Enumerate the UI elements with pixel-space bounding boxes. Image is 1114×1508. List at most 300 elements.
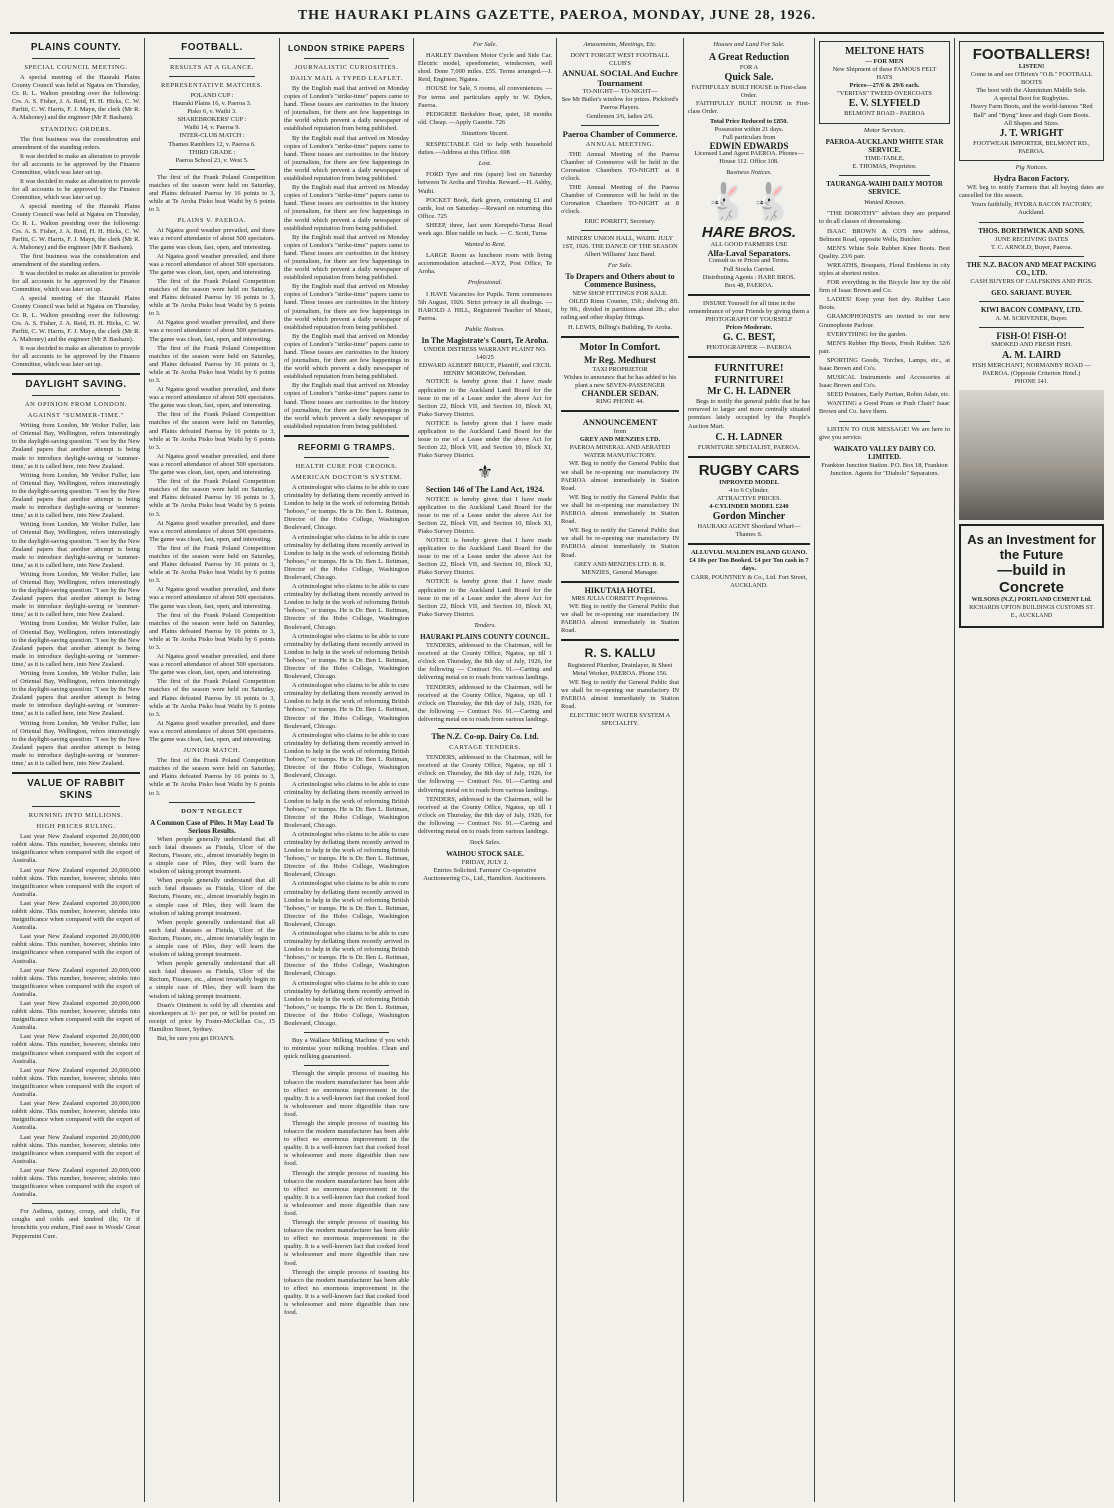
notice-text: THE Annual Meeting of the Paeroa Chamber of Commerce will be held in the Coronation Chambers TO-NIGHT at 8 o'clock. — [561, 184, 679, 216]
ad-heading: ANNUAL SOCIAL And Euchre Tournament — [562, 68, 678, 89]
classified-ad: MEN'S Rubber Hip Boots, Fresh Rubber. 32/6 pair. — [819, 339, 950, 355]
ad-line: Yours faithfully, HYDRA BACON FACTORY, Auckland. — [971, 201, 1092, 217]
notice-text: TENDERS, addressed to the Chairman, will be received at the County Office, Ngatea, up till 1 o'clock on Thursday, the 8th day of July, 1926, for the following — Contract No. 91.—Carting and delivering metal on to roads from various landings. — [418, 683, 552, 723]
subhead: SPECIAL COUNCIL MEETING. — [24, 64, 128, 71]
article-text: But, be sure you get DOAN'S. — [157, 1035, 235, 1043]
result-line: Hauraki Plains 16, v. Paeroa 3. — [172, 100, 252, 108]
column-rule — [954, 38, 955, 1502]
ad-line: TAXI PROPRIETOR — [592, 365, 648, 373]
article-text: Through the simple process of toasting his tobacco the modern manufacturer has been able to effect no enormous improvement in the quality. It is a well-known fact that cooked food is wholesomer and more digestible than raw food. — [284, 1169, 409, 1217]
notice-line: UNDER DISTRESS WARRANT PLAINT NO. 140/25 — [423, 346, 547, 362]
ad-line: Prices—27/6 & 29/6 each. — [849, 82, 920, 90]
notice-text: OILED Rimu Counter, 15ft.; shelving 8ft. by 9ft., divided in partitions about 2ft.; also railing and other display fittings. — [561, 298, 679, 322]
ad-line: RING PHONE 44. — [595, 398, 645, 405]
subhead: A Common Case of Piles. It May Lead To Serious Results. — [150, 818, 274, 835]
ad-line: TIME-TABLE. — [864, 154, 905, 162]
classified-ad: SHEEP, three, last seen Kerepehi-Turua Road week ago. Blue raddle on back. — C. Scott, Turua — [418, 221, 552, 237]
concrete-ad — [959, 524, 1104, 628]
subhead: RESULTS AT A GLANCE. — [170, 64, 254, 71]
ad-line: CASH BUYERS OF CALFSKINS AND PIGS. — [970, 277, 1093, 285]
result-line: THIRD GRADE : — [188, 148, 236, 156]
article-text: A criminologist who claims to be able to cure criminality by deflating them recently arrived in London to help in the work of reforming British "hoboes," or tramps. He is Dr. Ben L. Reitman, Director of the Hobo College, Washington Boulevard, Chicago. — [284, 880, 409, 928]
article-text: A criminologist who claims to be able to cure criminality by deflating them recently arrived in London to help in the work of reforming British "hoboes," or tramps. He is Dr. Ben L. Reitman, Director of the Hobo College, Washington Boulevard, Chicago. — [284, 930, 409, 978]
article-text: Last year New Zealand exported 20,000,000 rabbit skins. This number, however, shrinks into insignificance when compared with the export of Australia. — [12, 1033, 140, 1065]
ad-heading: To Drapers and Others about to Commence Business, — [565, 271, 675, 290]
classified-ad: I HAVE Vacancies for Pupils. Term commences 5th August, 1926. Strict privacy in all dealings. — HAROLD J. HILL, Registered Teacher of Music, Paeroa. — [418, 290, 552, 322]
column-rule — [144, 38, 145, 1502]
article-text: A criminologist who claims to be able to cure criminality by deflating them recently arrived in London to help in the work of reforming British "hoboes," or tramps. He is Dr. Ben L. Reitman, Director of the Hobo College, Washington Boulevard, Chicago. — [284, 830, 409, 879]
ad-heading: THE N.Z. BACON AND MEAT PACKING CO., LTD. — [966, 260, 1097, 277]
ad-line: INSURE Yourself for all time in the remembrance of your Friends by giving them a — [688, 299, 810, 315]
ad-line: Possession within 21 days. — [714, 125, 784, 133]
section-heading: Houses and Land For Sale. — [713, 41, 785, 48]
ad-line: MRS JULIA CORBETT Proprietress. — [571, 594, 669, 602]
ad-line: from — [613, 428, 627, 436]
section-heading: Wanted Known. — [864, 199, 905, 207]
subhead: STANDING ORDERS. — [40, 125, 112, 133]
ad-line: H. LEWIS, Billing's Building, Te Aroha. — [567, 323, 673, 331]
ad-line: FURNITURE SPECIALIST, PAEROA. — [697, 443, 801, 451]
ad-line: FOR A — [739, 64, 759, 72]
ad-line: Wishes to announce that he has added to his plant a new SEVEN-PASSENGER — [563, 373, 677, 389]
article-text: By the English mail that arrived on Monday copies of London's "strike-time" papers came to hand. These issues are curiosities in the history of journalism, for there are few happenings in the world which prevent a daily newspaper of established reputation from being published. — [284, 184, 409, 232]
article-text: At Ngatea good weather prevailed, and there was a record attendance of about 500 spectators. The game was clean, fast, open, and interesting. — [149, 319, 275, 343]
ad-heading: —build in Concrete — [997, 561, 1066, 596]
ad-heading: A Great Reduction — [708, 52, 790, 64]
notice-heading: Section 146 of The Land Act, 1924. — [425, 485, 545, 495]
ad-line: Total Price Reduced to £850. — [709, 117, 789, 125]
section-heading: For Sale. — [607, 261, 633, 269]
subhead: RUNNING INTO MILLIONS. — [28, 812, 124, 820]
ad-line: Albert Williams' Jazz Band. — [584, 250, 656, 258]
notice-text: TENDERS, addressed to the Chairman, will be received at the County Office, Ngatea, up till 1 o'clock on Thursday, the 8th day of July, 1926, for the following — Contract No. 91.—Carting and delivering metal on to roads from various landings. — [418, 754, 552, 794]
result-line: Pisko 6, v. Waihi 3. — [187, 108, 237, 116]
article-text: By the English mail that arrived on Monday copies of London's "strike-time" papers came to hand. These issues are curiosities in the history of journalism, for there are few happenings in the world which prevent a daily newspaper of established reputation from being published. — [284, 134, 409, 183]
classified-ad: SEED Potatoes, Early Puritan, Robin Adair, etc. — [827, 391, 950, 399]
classified-ad: HOUSE for Sale, 5 rooms, all conveniences. — For terms and particulars apply to W. Dykes, Paeroa. — [418, 85, 552, 109]
ad-line: Heavy Farm Boots, and the world-famous "Red Ball" and "Byng" knee and thigh Gum Boots. — [970, 103, 1093, 119]
subhead: JOURNALISTIC CURIOSITIES. — [294, 64, 399, 71]
article-text: It was decided to make an alteration to provide for all accounts to be approved by the Finance Committee, which was later set up. — [12, 178, 140, 202]
ad-line: FAITHFULLY BUILT HOUSE in First-class Order. — [691, 84, 807, 100]
classified-ad: MEN'S White Sole Rubber Knee Boots. Best Quality. 23/6 pair. — [819, 244, 950, 260]
ad-line: TO-NIGHT— TO-NIGHT— — [582, 88, 658, 96]
article-text: Through the simple process of toasting his tobacco the modern manufacturer has been able to effect no enormous improvement in the quality. It is a well-known fact that cooked food is wholesomer and more digestible than raw food. — [284, 1219, 409, 1267]
ad-heading: Gordon Mincher — [712, 511, 786, 523]
article-text: The first of the Frank Poland Competition matches of the season were held on Saturday, and Plains defeated Paeroa by 16 points to 3, while at Te Aroha Pisko beat Waihi by 6 points to 3. — [149, 277, 275, 318]
notice-text: FAITHFULLY BUILT HOUSE in First-class Order. — [688, 100, 810, 116]
headline-reforming-tramps: REFORMI G TRAMPS. — [297, 441, 396, 452]
classified-ad: WANTING a Good Pram or Push Chair? Isaac Brown and Co. have them. — [819, 400, 950, 416]
ad-line: HAURAKI AGENT Shortland Wharf—Thames S. — [697, 523, 801, 539]
ad-heading: J. T. WRIGHT — [999, 127, 1064, 139]
ad-line: "VERITAS" TWEED OVERCOATS — [837, 90, 932, 98]
ad-heading: Mr C. H. LADNER — [707, 386, 791, 398]
notice-text: NOTICE is hereby given that I have made application to the Auckland Land Board for the issue to me of a Lease under the above Act for Section 22, Block VII, and Section 10, Block XI, Piako Survey District. — [418, 419, 552, 460]
notice-text: TENDERS, addressed to the Chairman, will be received at the County Office, Ngatea, up till 1 o'clock on Thursday, the 8th day of July, 1926, for the following — Contract No. 91.—Carting and delivering metal on to roads from various landings. — [418, 795, 552, 835]
notice-text: THE Annual Meeting of the Paeroa Chamber of Commerce will be held in the Coronation Chambers TO-NIGHT at 8 o'clock. — [561, 150, 679, 183]
ad-line: E. THOMAS, Proprietor. — [852, 162, 917, 170]
ad-heading: C. H. LADNER — [715, 431, 783, 443]
article-text: A special meeting of the Hauraki Plains County Council was held at Ngatea on Thursday, Cr. R. L. Walton presiding over the following: Crs. A. S. Fisher, J. A. Reid, H. H. Hicks, C. W. Parfitt, C. W. Harris, F. J. Mayn, the clerk (Mr R. A. Mahoney) and the engineer (Mr P. Basham). — [12, 295, 140, 343]
article-text: A criminologist who claims to be able to cure criminality by deflating them recently arrived in London to help in the work of reforming British "hoboes," or tramps. He is Dr. Ben L. Reitman, Director of the Hobo College, Washington Boulevard, Chicago. — [284, 979, 409, 1028]
article-text: A criminologist who claims to be able to cure criminality by deflating them recently arrived in London to help in the work of reforming British "hoboes," or tramps. He is Dr. Ben L. Reitman, Director of the Hobo College, Washington Boulevard, Chicago. — [284, 781, 409, 829]
article-text: By the English mail that arrived on Monday copies of London's "strike-time" papers came to hand. These issues are curiosities in the history of journalism, for there are few happenings in the world which prevent a daily newspaper of established reputation from being published. — [284, 382, 409, 430]
ad-heading: Hydra Bacon Factory. — [993, 174, 1070, 184]
section-heading: Professional. — [467, 279, 503, 287]
article-text: Last year New Zealand exported 20,000,000 rabbit skins. This number, however, shrinks into insignificance when compared with the export of Australia. — [12, 1000, 140, 1032]
article-text: At Ngatea good weather prevailed, and there was a record attendance of about 500 spectators. The game was clean, fast, open, and interesting. — [149, 653, 275, 677]
subhead: HIGH PRICES RULING. — [36, 823, 116, 831]
article-text: Last year New Zealand exported 20,000,000 rabbit skins. This number, however, shrinks into insignificance when compared with the export of Australia. — [12, 1133, 140, 1165]
article-text: A criminologist who claims to be able to cure criminality by deflating them recently arrived in London to help in the work of reforming British "hoboes," or tramps. He is Dr. Ben L. Reitman, Director of the Hobo College, Washington Boulevard, Chicago. — [284, 632, 409, 681]
ad-line: DON'T FORGET WEST FOOTBALL CLUB'S — [570, 52, 670, 68]
ad-heading: HIKUTAIA HOTEL — [584, 585, 656, 595]
article-text: The first of the Frank Poland Competition matches of the season were held on Saturday, and Plains defeated Paeroa by 16 points to 3, while at Te Aroha Pisko beat Waihi by 6 points to 3. — [149, 478, 275, 518]
article-text: Last year New Zealand exported 20,000,000 rabbit skins. This number, however, shrinks into insignificance when compared with the export of Australia. — [12, 966, 140, 998]
notice-text: WE Beg to notify the General Public that we shall be re-opening our manufactory IN PAEROA almost immediately in Station Road. — [561, 527, 679, 559]
ad-line: PAEROA MINERAL AND AERATED WATER MANUFACTORY. — [569, 444, 671, 460]
article-text: Through the simple process of toasting his tobacco the modern manufacturer has been able to effect no enormous improvement in the quality. It is a well-known fact that cooked food is wholesomer and more digestible than raw food. — [284, 1070, 409, 1118]
article-text: By the English mail that arrived on Monday copies of London's "strike-time" papers came to hand. These issues are curiosities in the history of journalism, for there are few happenings in the world which prevent a daily newspaper of established reputation from being published. — [284, 233, 409, 282]
ad-heading: THOS. BORTHWICK AND SONS. — [978, 226, 1085, 235]
ad-heading: ANNOUNCEMENT — [582, 417, 658, 428]
article-text: At Ngatea good weather prevailed, and there was a record attendance of about 500 spectators. The game was clean, fast, open, and interesting. — [149, 386, 275, 410]
section-heading: Wanted to Rent. — [464, 241, 506, 249]
ad-line: JUNE RECEIVING DATES — [994, 235, 1069, 243]
subhead: HEALTH CURE FOR CROOKS. — [295, 462, 398, 470]
ad-heading: INPROVED MODEL — [719, 478, 779, 486]
column-6 — [688, 38, 810, 1502]
article-text: The first of the Frank Poland Competition matches of the season were held on Saturday, and Plains defeated Paeroa by 16 points to 3, while at Te Aroha Pisko beat Waihi by 6 points to 3. — [149, 544, 275, 585]
subhead: CARTAGE TENDERS. — [449, 744, 521, 752]
ad-line: NEW SHOP FITTINGS FOR SALE. — [572, 290, 668, 298]
article-text: A special meeting of the Hauraki Plains County Council was held at Ngatea on Thursday, Cr. R. L. Walton presiding over the following: Crs. A. S. Fisher, J. A. Reid, H. H. Hicks, C. W. Parfitt, C. W. Harris, F. J. Mayn, the clerk (Mr R. A. Mahoney) and the engineer (Mr P. Basham). — [12, 74, 140, 122]
article-text: The first of the Frank Poland Competition matches of the season were held on Saturday, and Plains defeated Paeroa by 16 points to 3, while at Te Aroha Pisko beat Waihi by 6 points to 3. — [149, 611, 275, 651]
ad-line: A. M. SCRIVENER, Buyer. — [995, 315, 1068, 323]
section-heading: Stock Sales. — [469, 839, 501, 847]
ad-heading: A. M. LAIRD — [1002, 349, 1061, 361]
ad-heading: Quick Sale. — [724, 72, 774, 84]
article-text: The first business was the consideration and amendment of the standing orders. — [12, 252, 140, 268]
article-text: Through the simple process of toasting his tobacco the modern manufacturer has been able to effect no enormous improvement in the quality. It is a well-known fact that cooked food is wholesomer and more digestible than raw food. — [284, 1119, 409, 1168]
ad-line: SMOKED AND FRESH FISH. — [991, 341, 1072, 349]
ad-line: Gentlemen 3/6, ladies 2/6. — [586, 112, 654, 120]
classified-ad: ISAAC BROWN & CO'S new address, Belmont Road, opposite Wells, Butcher. — [819, 227, 950, 243]
column-rule — [814, 38, 815, 1502]
column-2 — [149, 38, 275, 1502]
ad-line: ELECTRIC HOT WATER SYSTEM A SPECIALITY. — [569, 711, 671, 727]
classified-ad: FORD Tyre and rim (spare) lost on Saturday between Te Aroha and Tirohia. Reward.—H. Ashby, Waihi. — [418, 171, 552, 195]
notice-text: NOTICE is hereby given that I have made application to the Auckland Land Board for the issue to me of a Lease under the above Act for Section 22, Block VII, and Section 10, Block XI, Piako Survey District. — [418, 378, 552, 418]
article-text: At Ngatea good weather prevailed, and there was a record attendance of about 500 spectators. The game was clean, fast, open, and interesting. — [149, 519, 275, 543]
classified-ad: GRAMOPHONISTS are invited to our new Gramophone Parlour. — [819, 313, 950, 329]
ad-line: CARR, POUNTNEY & Co., Ltd. Fort Street, AUCKLAND. — [690, 573, 808, 589]
article-text: A criminologist who claims to be able to cure criminality by deflating them recently arrived in London to help in the work of reforming British "hoboes," or tramps. He is Dr. Ben L. Reitman, Director of the Hobo College, Washington Boulevard, Chicago. — [284, 731, 409, 780]
notice-text: Begs to notify the general public that he has removed to larger and more centrally situated premises lately occupied by the People's Auction Mart. — [688, 398, 810, 430]
classified-ad: "THE DOROTHY" advises they are prepared to do all classes of dressmaking. — [819, 210, 950, 226]
masthead-rule — [10, 32, 1104, 34]
ad-heading: Motor In Comfort. — [579, 341, 661, 353]
ad-line: Come in and see O'Brien's "O.B." FOOTBALL BOOTS — [970, 71, 1093, 87]
ad-line: The boot with the Aluminium Middle Sole. — [976, 87, 1087, 95]
subhead: ANNUAL MEETING. — [585, 140, 655, 148]
ad-heading: FOOTBALLERS! — [972, 46, 1091, 63]
article-text: At Ngatea good weather prevailed, and there was a record attendance of about 500 spectators. The game was clean, fast, open, and interesting. — [149, 452, 275, 477]
ad-heading: TAURANGA-WAIHI DAILY MOTOR SERVICE. — [826, 180, 943, 197]
subhead: AN OPINION FROM LONDON. — [24, 401, 128, 409]
subhead: DON'T NEGLECT — [181, 807, 243, 815]
article-text: Last year New Zealand exported 20,000,000 rabbit skins. This number, however, shrinks into insignificance when compared with the export of Australia. — [12, 1100, 140, 1132]
notice-heading: In The Magistrate's Court, Te Aroha. — [421, 336, 549, 345]
section-heading: For Sale. — [472, 41, 498, 48]
ad-line: GREY AND MENZIES LTD. R. R. MENZIES, General Manager. — [574, 560, 666, 576]
article-text: Last year New Zealand exported 20,000,000 rabbit skins. This number, however, shrinks into insignificance when compared with the export of Australia. — [12, 899, 140, 932]
ad-heading: R. S. KALLU — [584, 646, 656, 661]
ad-heading: GREY AND MENZIES LTD. — [579, 436, 661, 444]
section-heading: Situations Vacant. — [461, 129, 509, 137]
ad-line: A special Boot for Rugbyites. — [993, 95, 1070, 103]
ad-line: FISH MERCHANT, NORMANBY ROAD — PAEROA. (Opposite Criterion Hotel.) — [972, 361, 1091, 377]
result-line: Waihi 14, v. Paeroa 9. — [183, 124, 241, 132]
notice-text: NOTICE is hereby given that I have made application to the Auckland Land Board for the issue to me of a Lease under the above Act for Section 22, Block VII, and Section 10, Block XI, Piako Survey District. — [418, 578, 552, 618]
classified-ad: SPORTING Goods, Torches, Lamps, etc., at Isaac Brown and Co's. — [819, 356, 950, 372]
article-text: The first of the Frank Poland Competition matches of the season were held on Saturday, and Plains defeated Paeroa by 16 points to 3, while at Te Aroha Pisko beat Waihi by 6 points to 3. — [149, 757, 275, 797]
ad-line: FOOTWEAR IMPORTER, BELMONT RD., PAEROA. — [973, 139, 1090, 155]
article-text: When people generally understand that all such fatal diseases as Fistula, Ulcer of the Rectum, Fissure, etc., almost invariably begin in a simple case of Piles, they will learn the wisdom of taking prompt treatment. — [149, 960, 275, 1000]
notice-line: EDWARD ALBERT BRUCE, Plaintiff, and CECIL HENRY MORROW, Defendant. — [418, 362, 552, 378]
ad-line: Box 48, PAEROA. — [724, 281, 774, 289]
article-text: Writing from London, Mr Wolter Fuller, late of Oriental Bay, Wellington, refers interestingly to the daylight-saving question. "I see by the New Zealand papers that another attempt is being made to introduce daylight-saving or 'summer-time,' as it is called here, into New Zealand. — [12, 719, 140, 768]
article-text: Last year New Zealand exported 20,000,000 rabbit skins. This number, however, shrinks into insignificance when compared with the export of Australia. — [12, 833, 140, 865]
subhead: AMERICAN DOCTOR'S SYSTEM. — [290, 473, 403, 481]
section-heading: Amusements, Meetings, Etc. — [583, 41, 657, 48]
ad-line: RICHARDS UPTON BUILDINGS CUSTOMS ST. E., AUCKLAND — [969, 604, 1094, 619]
article-text: Last year New Zealand exported 20,000,000 rabbit skins. This number, however, shrinks into insignificance when compared with the export of Australia. — [12, 933, 140, 965]
article-text: The first of the Frank Poland Competition matches of the season were held on Saturday, and Plains defeated Paeroa by 16 points to 3, while at Te Aroha Pisko beat Waihi by 6 points to 3. — [149, 344, 275, 384]
notice-heading: HAURAKI PLAINS COUNTY COUNCIL. — [420, 633, 550, 641]
article-text: Writing from London, Mr Wolter Fuller, late of Oriental Bay, Wellington, refers interestingly to the daylight-saving question. "I see by the New Zealand papers that another attempt is being made to introduce daylight-saving or 'summer-time,' as it is called here, into New Zealand. — [12, 521, 140, 569]
article-text: A special meeting of the Hauraki Plains County Council was held at Ngatea on Thursday, Cr. R. L. Walton presiding over the following: Crs. A. S. Fisher, J. A. Reid, H. H. Hicks, C. W. Parfitt, C. W. Harris, F. J. Mayn, the clerk (Mr R. A. Mahoney) and the engineer (Mr P. Basham). — [12, 203, 140, 251]
classified-ad: MUSICAL Instruments and Accessories at Isaac Brown and Co's. — [819, 374, 950, 390]
column-8 — [959, 38, 1104, 1502]
article-text: Writing from London, Mr Wolter Fuller, late of Oriental Bay, Wellington, refers interestingly to the daylight-saving question. "I see by the New Zealand papers that another attempt is being made to introduce daylight-saving or 'summer-time,' as it is called here, into New Zealand. — [12, 670, 140, 718]
article-text: It was decided to make an alteration to provide for all accounts to be approved by the Finance Committee, which was later set up. — [12, 270, 140, 294]
notice-text: WE Beg to notify the General Public that we shall be re-opening our manufactory IN PAEROA almost immediately in Station Road. — [561, 493, 679, 526]
ad-line: All Shapes and Sizes. — [1003, 119, 1060, 127]
ad-line: Licensed Land Agent PAEROA. Phones—House 112. Office 108. — [694, 149, 804, 166]
section-heading: Public Notices. — [465, 325, 505, 333]
classified-ad: LADIES! Keep your feet dry. Rubber Lace Boots. — [819, 296, 950, 312]
headline-daylight-saving: DAYLIGHT SAVING. — [25, 379, 127, 391]
subhead: AGAINST "SUMMER-TIME." — [27, 412, 125, 420]
column-1 — [12, 38, 140, 1502]
ad-heading: WAIKATO VALLEY DAIRY CO. LIMITED. — [833, 444, 936, 461]
ad-heading: G. C. BEST, — [722, 332, 776, 344]
ad-line: Full Stocks Carried. — [723, 265, 775, 273]
article-text: Writing from London, Mr Wolter Fuller, late of Oriental Bay, Wellington, refers interestingly to the daylight-saving question. "I see by the New Zealand papers that another attempt is being made to introduce daylight-saving or 'summer-time,' as it is called here, into New Zealand. — [12, 620, 140, 668]
article-text: It was decided to make an alteration to provide for all accounts to be approved by the Finance Committee, which was later set up. — [12, 344, 140, 369]
article-text: A criminologist who claims to be able to cure criminality by deflating them recently arrived in London to help in the work of reforming British "hoboes," or tramps. He is Dr. Ben L. Reitman, Director of the Hobo College, Washington Boulevard, Chicago. — [284, 583, 409, 631]
ad-heading: PAEROA-AUCKLAND WHITE STAR SERVICE. — [825, 137, 944, 154]
ad-heading: As an Investment for the Future — [967, 531, 1096, 562]
ad-heading: EDWIN EDWARDS — [709, 140, 789, 151]
article-text: By the English mail that arrived on Monday copies of London's "strike-time" papers came to hand. These issues are curiosities in the history of journalism, for there are few happenings in the world which prevent a daily newspaper of established reputation from being published. — [284, 85, 409, 133]
classified-ad: HARLEY Davidson Motor Cycle and Side Car. Electric model, speedometer, windscreen, well shod. Done 7,000 miles. £55. Terms arranged.—J. Reid, Engineer, Ngatea. — [418, 52, 552, 84]
result-line: POLAND CUP : — [190, 92, 234, 99]
ad-heading: Paeroa Chamber of Commerce. — [562, 128, 678, 139]
ad-line: PHOTOGRAPHER — PAEROA — [706, 344, 792, 352]
ad-heading: MELTONE HATS — [844, 46, 924, 57]
ad-heading: FISH-O! FISH-O! — [996, 331, 1067, 342]
section-heading: Motor Services. — [863, 126, 906, 134]
ad-line: Consult us re Prices and Terms. — [708, 257, 790, 265]
notice-line: Entries Solicited. Farmers' Co-operative Auctioneering Co., Ltd., Hamilton. Auctioneers. — [423, 867, 547, 883]
article-text: At Ngatea good weather prevailed, and there was a record attendance of about 500 spectators. The game was clean, fast, open, and interesting. — [149, 586, 275, 610]
ad-line: ALL GOOD FARMERS USE — [710, 241, 788, 249]
notice-line: FRIDAY, JULY 2. — [461, 859, 509, 867]
subhead: REPRESENTATIVE MATCHES. — [160, 82, 264, 89]
ad-line: WILSONS (N.Z.) PORTLAND CEMENT Ltd. — [971, 596, 1092, 603]
notice-text: NOTICE is hereby given that I have made application to the Auckland Land Board for the issue to me of a Lease under the above Act for Section 22, Block VII, and Section 10, Block XI, Piako Survey District. — [418, 536, 552, 577]
ad-line: New Shipment of these FAMOUS FELT HATS — [832, 66, 937, 82]
classified-ad: WREATHS, Bouquets, Floral Emblems in city styles at shortest notice. — [819, 261, 950, 277]
subhead: JUNIOR MATCH. — [183, 747, 241, 755]
notice-heading: The N.Z. Co-op. Dairy Co. Ltd. — [431, 732, 539, 742]
classified-ad: LISTEN TO OUR MESSAGE! We are here to give you service. — [819, 425, 950, 441]
article-text: Through the simple process of toasting his tobacco the modern manufacturer has been able to effect no enormous improvement in the quality. It is a well-known fact that cooked food is wholesomer and more digestible than raw food. — [284, 1268, 409, 1317]
column-rule — [279, 38, 280, 1502]
column-4 — [418, 38, 552, 1502]
section-heading: Tenders. — [474, 621, 496, 629]
classified-ad: POCKET Book, dark green, containing £1 and cards, lost on Saturday.—Reward on returning this Office. 725 — [418, 196, 552, 220]
article-text: The first business was the consideration and amendment of the standing orders. — [12, 135, 140, 151]
column-rule — [683, 38, 684, 1502]
article-text: By the English mail that arrived on Monday copies of London's "strike-time" papers came to hand. These issues are curiosities in the history of journalism, for there are few happenings in the world which prevent a daily newspaper of established reputation from being published. — [284, 332, 409, 381]
ad-line: Distributing Agents : HARE BROS. — [702, 273, 796, 281]
article-text: Last year New Zealand exported 20,000,000 rabbit skins. This number, however, shrinks into insignificance when compared with the export of Australia. — [12, 1066, 140, 1099]
article-text: When people generally understand that all such fatal diseases as Fistula, Ulcer of the Rectum, Fissure, etc., almost invariably begin in a simple case of Piles, they will learn the wisdom of taking prompt treatment. — [149, 877, 275, 917]
ad-heading: Alfa-Laval Separators. — [707, 248, 791, 259]
ad-line: See Mr Butler's window for prizes. Pickford's Paeroa Players. — [561, 96, 679, 112]
notice-heading: WAIHOU STOCK SALE. — [446, 850, 524, 859]
subhead: DAILY MAIL A TYPED LEAFLET. — [290, 75, 403, 82]
ad-line: BELMONT ROAD - PAEROA — [844, 110, 925, 118]
ad-heading: ALLUVIAL MALDEN ISLAND GUANO. — [690, 549, 808, 557]
notice-text: TENDERS, addressed to the Chairman, will be received at the County Office, Ngatea, up till 1 o'clock on Thursday, the 8th day of July, 1926, for the following — Contract No. 91.—Carting and delivering metal on to roads from various landings. — [418, 642, 552, 682]
column-rule — [556, 38, 557, 1502]
ad-line: 4 to 6 Cylinder. — [729, 486, 769, 494]
classified-ad: RESPECTABLE Girl to help with household duties.—Address at this Office. 698 — [418, 141, 552, 157]
notice-text: WE Beg to notify the General Public that we shall be re-opening our manufactory IN PAEROA almost immediately in Station Road. — [561, 678, 679, 710]
notice-text: NOTICE is hereby given that I have made application to the Auckland Land Board for the issue to me of a Lease under the above Act for Section 22, Block VII, and Section 10, Block XI, Piako Survey District. — [418, 495, 552, 535]
article-text: A criminologist who claims to be able to cure criminality by deflating them recently arrived in London to help in the work of reforming British "hoboes," or tramps. He is Dr. Ben L. Reitman, Director of the Hobo College, Washington Boulevard, Chicago. — [284, 483, 409, 532]
ad-heading: Mr Reg. Medhurst — [583, 354, 657, 365]
column-7 — [819, 38, 950, 1502]
article-text: It was decided to make an alteration to provide for all accounts to be approved by the Finance Committee, which was later set up. — [12, 152, 140, 176]
article-text: A criminologist who claims to be able to cure criminality by deflating them recently arrived in London to help in the work of reforming British "hoboes," or tramps. He is Dr. Ben L. Reitman, Director of the Hobo College, Washington Boulevard, Chicago. — [284, 533, 409, 581]
article-text: A criminologist who claims to be able to cure criminality by deflating them recently arrived in London to help in the work of reforming British "hoboes," or tramps. He is Dr. Ben L. Reitman, Director of the Hobo College, Washington Boulevard, Chicago. — [284, 682, 409, 730]
article-text: By the English mail that arrived on Monday copies of London's "strike-time" papers came to hand. These issues are curiosities in the history of journalism, for there are few happenings in the world which prevent a daily newspaper of established reputation from being published. — [284, 283, 409, 331]
classified-ad: EVERYTHING for the garden. — [827, 330, 907, 338]
article-text: Last year New Zealand exported 20,000,000 rabbit skins. This number, however, shrinks into insignificance when compared with the export of Australia. — [12, 866, 140, 898]
ad-line: CHANDLER SEDAN. — [581, 388, 659, 398]
result-line: Thames Ramblers 12, v. Paeroa 6. — [168, 140, 256, 148]
masthead: THE HAURAKI PLAINS GAZETTE, PAEROA, MONDAY, JUNE 28, 1926. — [297, 8, 817, 23]
article-text: The first of the Frank Poland Competition matches of the season were held on Saturday, and Plains defeated Paeroa by 16 points to 3, while at Te Aroha Pisko beat Waihi by 6 points to 3. — [149, 678, 275, 718]
result-line: SHAREBROKERS' CUP : — [177, 116, 247, 124]
notice-text: WE Beg to notify the General Public that we shall be re-opening our manufactory IN PAEROA almost immediately in Station Road. — [561, 602, 679, 635]
hare-icon: 🐇🐇 — [704, 182, 794, 223]
article-text: When people generally understand that all such fatal diseases as Fistula, Ulcer of the Rectum, Fissure, etc., almost invariably begin in a simple case of Piles, they will learn the wisdom of taking prompt treatment. — [149, 918, 275, 959]
crest-icon: ⚜ — [476, 462, 494, 483]
column-rule — [413, 38, 414, 1502]
ad-line: 4-CYLINDER MODEL £240 — [709, 503, 789, 510]
article-text: At Ngatea good weather prevailed, and there was a record attendance of about 500 spectators. The game was clean, fast, open, and interesting. — [149, 719, 275, 744]
ad-line: MINERS' UNION HALL, WAIHI. JULY 1ST, 1926. THE DANCE OF THE SEASON — [562, 234, 678, 250]
article-text: At Ngatea good weather prevailed, and there was a record attendance of about 500 spectators. The game was clean, fast, open, and interesting. — [149, 252, 275, 276]
ad-line: ERIC PORRITT, Secretary. — [584, 217, 656, 225]
ad-line: — FOR MEN — [865, 58, 904, 65]
classified-ad: PEDIGREE Berkshire Boar, quiet, 18 months old. Cheap. —Apply Gazette. 726 — [418, 110, 552, 126]
ad-line: PHOTOGRAPH OF YOURSELF — [705, 315, 793, 323]
headline-plains-county: PLAINS COUNTY. — [30, 42, 122, 53]
article-text: Writing from London, Mr Wolter Fuller, late of Oriental Bay, Wellington, refers interestingly to the daylight-saving question. "I see by the New Zealand papers that another attempt is being made to introduce daylight-saving or 'summer-time,' as it is called here, into New Zealand. — [12, 471, 140, 520]
footballers-ad — [959, 41, 1104, 161]
article-text: The first of the Frank Poland Competition matches of the season were held on Saturday, and Plains defeated Paeroa by 16 points to 3, while at Te Aroha Pisko beat Waihi by 6 points to 3. — [149, 173, 275, 214]
notice-text: WE beg to notify Farmers that all buying dates are cancelled for this season. — [959, 184, 1104, 200]
article-text: When people generally understand that all such fatal diseases as Fistula, Ulcer of the Rectum, Fissure, etc., almost invariably begin in a simple case of Piles, they will learn the wisdom of taking prompt treatment. — [149, 835, 275, 876]
ad-line: PHONE 141. — [1014, 377, 1049, 385]
subhead: PLAINS V. PAEROA. — [177, 217, 247, 225]
section-heading: Business Notices. — [726, 169, 772, 177]
ad-heading: E. V. SLYFIELD — [848, 98, 921, 110]
ad-line: Registered Plumber, Drainlayer, & Sheet Metal Worker, PAEROA. Phone 156. — [567, 662, 673, 678]
article-text: Last year New Zealand exported 20,000,000 rabbit skins. This number, however, shrinks into insignificance when compared with the export of Australia. — [12, 1166, 140, 1199]
column-5 — [561, 38, 679, 1502]
headline-london-strike: LONDON STRIKE PAPERS — [287, 43, 406, 53]
headline-football: FOOTBALL. — [181, 42, 243, 53]
section-heading: Pig Notices. — [1015, 163, 1048, 171]
ad-heading: FURNITURE! FURNITURE! — [714, 362, 784, 387]
article-text: At Ngatea good weather prevailed, and there was a record attendance of about 500 spectators. The game was clean, fast, open, and interesting. — [149, 227, 275, 251]
notice-text: WE Beg to notify the General Public that we shall be re-opening our manufactory IN PAEROA almost immediately in Station Road. — [561, 460, 679, 492]
ad-heading: GEO. SARJANT. BUYER. — [991, 289, 1072, 298]
classified-ad: LARGE Room as luncheon room with living accommodation attached.—XYZ, Post Office, Te Aroha. — [418, 252, 552, 276]
ad-line: Full particulars from — [722, 133, 776, 141]
section-heading: Lost. — [478, 160, 492, 168]
ad-line: £4 10s per Ton Booked. £4 per Ton cash in 7 days. — [689, 557, 809, 573]
ad-line: Frankton Junction Station. P.O. Box 18, Frankton Junction. Agents for "Diabolo" Separators. — [821, 461, 948, 478]
article-text: Doan's Ointment is sold by all chemists and storekeepers at 3/- per pot, or will be posted on receipt of price by Foster-McClellan Co., 15 Hamilton Street, Sydney. — [149, 1001, 275, 1033]
result-line: Paeroa School 23, v. West 5. — [175, 156, 249, 164]
result-line: INTER-CLUB MATCH : — [179, 132, 245, 140]
meltone-hats-ad — [819, 41, 950, 124]
article-text: The first of the Frank Poland Competition matches of the season were held on Saturday, and Plains defeated Paeroa by 16 points to 3, while at Te Aroha Pisko beat Waihi by 6 points to 3. — [149, 411, 275, 451]
peppermint-cure-ad: For Asthma, quinsy, croup, and chills, For coughs and colds and kindred ills; Or if bronchitis you endure, Find ease in Woods' Great Peppermint Cure. — [12, 1208, 140, 1240]
article-text: Writing from London, Mr Wolter Fuller, late of Oriental Bay, Wellington, refers interestingly to the daylight-saving question. "I see by the New Zealand papers that another attempt is being made to introduce daylight-saving or 'summer-time,' as it is called here, into New Zealand. — [12, 570, 140, 619]
ad-heading: KIWI BACON COMPANY, LTD. — [980, 306, 1083, 315]
classified-ad: FOR everything in the Bicycle line try the old firm of Isaac Brown and Co. — [819, 279, 950, 295]
ad-line: T. C. ARNOLD, Buyer, Paeroa. — [990, 243, 1073, 251]
ad-heading: RUGBY CARS — [698, 461, 800, 479]
column-3 — [284, 38, 409, 1502]
ad-line: ATTRACTIVE PRICES. — [716, 494, 782, 502]
ad-heading: Prices Moderate. — [725, 324, 773, 332]
concrete-building-illustration — [959, 390, 1104, 520]
milking-machine-ad: Buy a Wallace Milking Machine if you wish to minimise your milking troubles. Clean and quick milking guaranteed. — [284, 1037, 409, 1061]
ad-heading: HARE BROS. — [701, 224, 797, 242]
